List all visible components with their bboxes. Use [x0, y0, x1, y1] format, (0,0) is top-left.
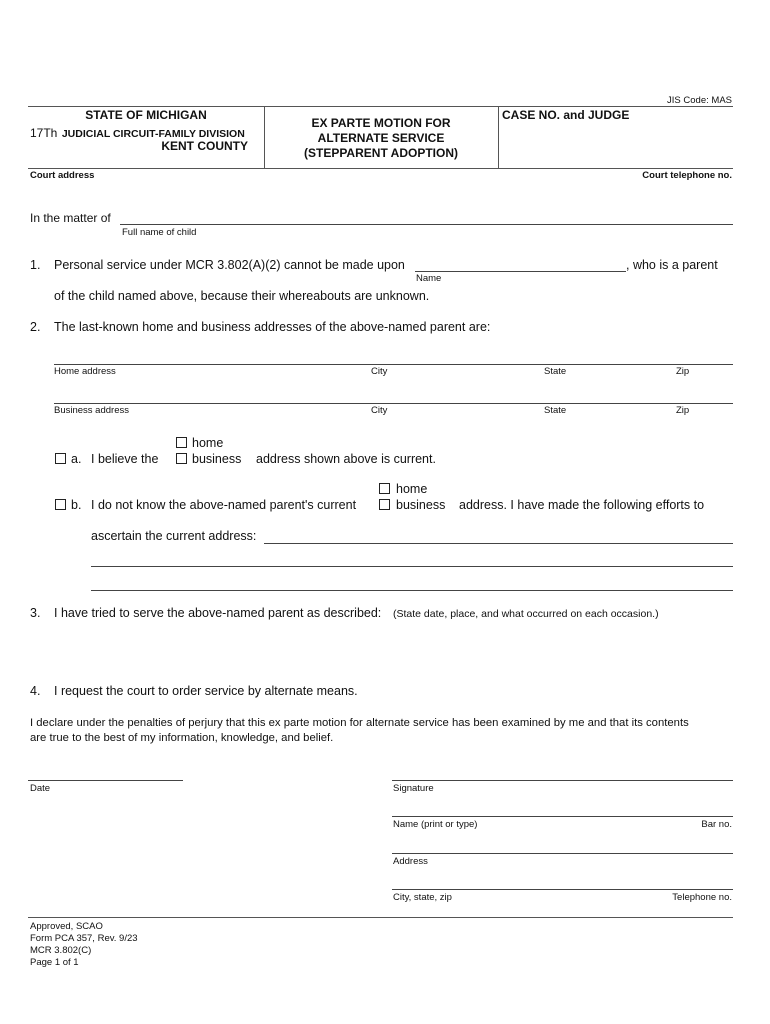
item2b-text1: I do not know the above-named parent's current: [91, 498, 357, 512]
header-top-rule: [28, 106, 733, 107]
item2a-home-checkbox[interactable]: [176, 437, 187, 448]
item2b-checkbox[interactable]: [55, 499, 66, 510]
county: KENT COUNTY: [161, 139, 248, 153]
court-address-label: Court address: [30, 170, 95, 181]
item1-number: 1.: [30, 258, 41, 272]
header-bottom-rule: [28, 168, 733, 169]
signature-label: Signature: [393, 783, 434, 794]
efforts-line-2[interactable]: [91, 550, 733, 567]
circuit-number: 17Th: [30, 126, 58, 140]
business-address-label: Business address: [54, 405, 129, 416]
item2a-checkbox[interactable]: [55, 453, 66, 464]
business-state-label: State: [544, 405, 567, 416]
telephone-label: Telephone no.: [672, 892, 732, 903]
parent-name-sublabel: Name: [416, 273, 442, 284]
child-name-sublabel: Full name of child: [122, 227, 197, 238]
date-label: Date: [30, 783, 51, 794]
signature-field[interactable]: [392, 764, 733, 781]
item2b-home-checkbox[interactable]: [379, 483, 390, 494]
business-address-field[interactable]: [54, 387, 733, 404]
business-city-label: City: [371, 405, 388, 416]
item1-text-c: of the child named above, because their whereabouts are unknown.: [54, 289, 430, 303]
footer-page: Page 1 of 1: [30, 957, 79, 968]
efforts-line-1[interactable]: [264, 527, 733, 544]
parent-name-field[interactable]: [415, 255, 626, 272]
item3-note: (State date, place, and what occurred on each occasion.): [393, 608, 659, 620]
home-state-label: State: [544, 366, 567, 377]
footer-form-number: Form PCA 357, Rev. 9/23: [30, 933, 138, 944]
city-state-zip-label: City, state, zip: [393, 892, 452, 903]
item2a-letter: a.: [71, 452, 82, 466]
declaration-line1: I declare under the penalties of perjury that this ex parte motion for alternate service has been examined by me and that its contents: [30, 717, 689, 729]
business-zip-label: Zip: [676, 405, 690, 416]
item3-number: 3.: [30, 606, 41, 620]
case-no-label: CASE NO. and JUDGE: [502, 108, 630, 122]
efforts-line-3[interactable]: [91, 574, 733, 591]
date-field[interactable]: [28, 764, 183, 781]
home-address-label: Home address: [54, 366, 116, 377]
item2a-business-checkbox[interactable]: [176, 453, 187, 464]
declaration-line2: are true to the best of my information, knowledge, and belief.: [30, 732, 334, 744]
item2a-text2: address shown above is current.: [256, 452, 436, 466]
item2b-text2: address. I have made the following efforts to: [459, 498, 705, 512]
item2b-business-checkbox[interactable]: [379, 499, 390, 510]
form-title-line2: ALTERNATE SERVICE: [317, 131, 445, 145]
item1-text-b: , who is a parent: [626, 258, 718, 272]
footer-mcr: MCR 3.802(C): [30, 945, 92, 956]
matter-label: In the matter of: [30, 211, 111, 225]
form-title-line1: EX PARTE MOTION FOR: [311, 116, 451, 130]
bar-no-label: Bar no.: [701, 819, 732, 830]
city-state-zip-field[interactable]: [392, 873, 733, 890]
service-attempts-field[interactable]: [54, 628, 733, 668]
header-divider-2: [498, 106, 499, 168]
jis-code: JIS Code: MAS: [667, 95, 732, 106]
home-address-field[interactable]: [54, 348, 733, 365]
address-field[interactable]: [392, 837, 733, 854]
form-title-line3: (STEPPARENT ADOPTION): [303, 146, 458, 160]
item2a-home-label: home: [192, 436, 224, 450]
home-zip-label: Zip: [676, 366, 690, 377]
printed-name-label: Name (print or type): [393, 819, 478, 830]
case-no-field[interactable]: [502, 126, 730, 142]
item4-text: I request the court to order service by alternate means.: [54, 684, 358, 698]
address-label: Address: [393, 856, 428, 867]
item1-text-a: Personal service under MCR 3.802(A)(2) cannot be made upon: [54, 258, 405, 272]
item2a-business-label: business: [192, 452, 242, 466]
item2b-letter: b.: [71, 498, 82, 512]
item2a-text1: I believe the: [91, 452, 159, 466]
footer-approved: Approved, SCAO: [30, 921, 103, 932]
footer-rule: [28, 917, 733, 918]
circuit-name: JUDICIAL CIRCUIT-FAMILY DIVISION: [61, 128, 245, 140]
home-city-label: City: [371, 366, 388, 377]
child-name-field[interactable]: [120, 208, 733, 225]
item2-number: 2.: [30, 320, 41, 334]
item2b-home-label: home: [396, 482, 428, 496]
item2-text: The last-known home and business addresses of the above-named parent are:: [54, 320, 491, 334]
state-title: STATE OF MICHIGAN: [85, 108, 207, 122]
court-phone-label: Court telephone no.: [642, 170, 732, 181]
item3-text: I have tried to serve the above-named parent as described:: [54, 606, 382, 620]
item2b-text3: ascertain the current address:: [91, 529, 257, 543]
printed-name-field[interactable]: [392, 800, 733, 817]
item4-number: 4.: [30, 684, 41, 698]
item2b-business-label: business: [396, 498, 446, 512]
